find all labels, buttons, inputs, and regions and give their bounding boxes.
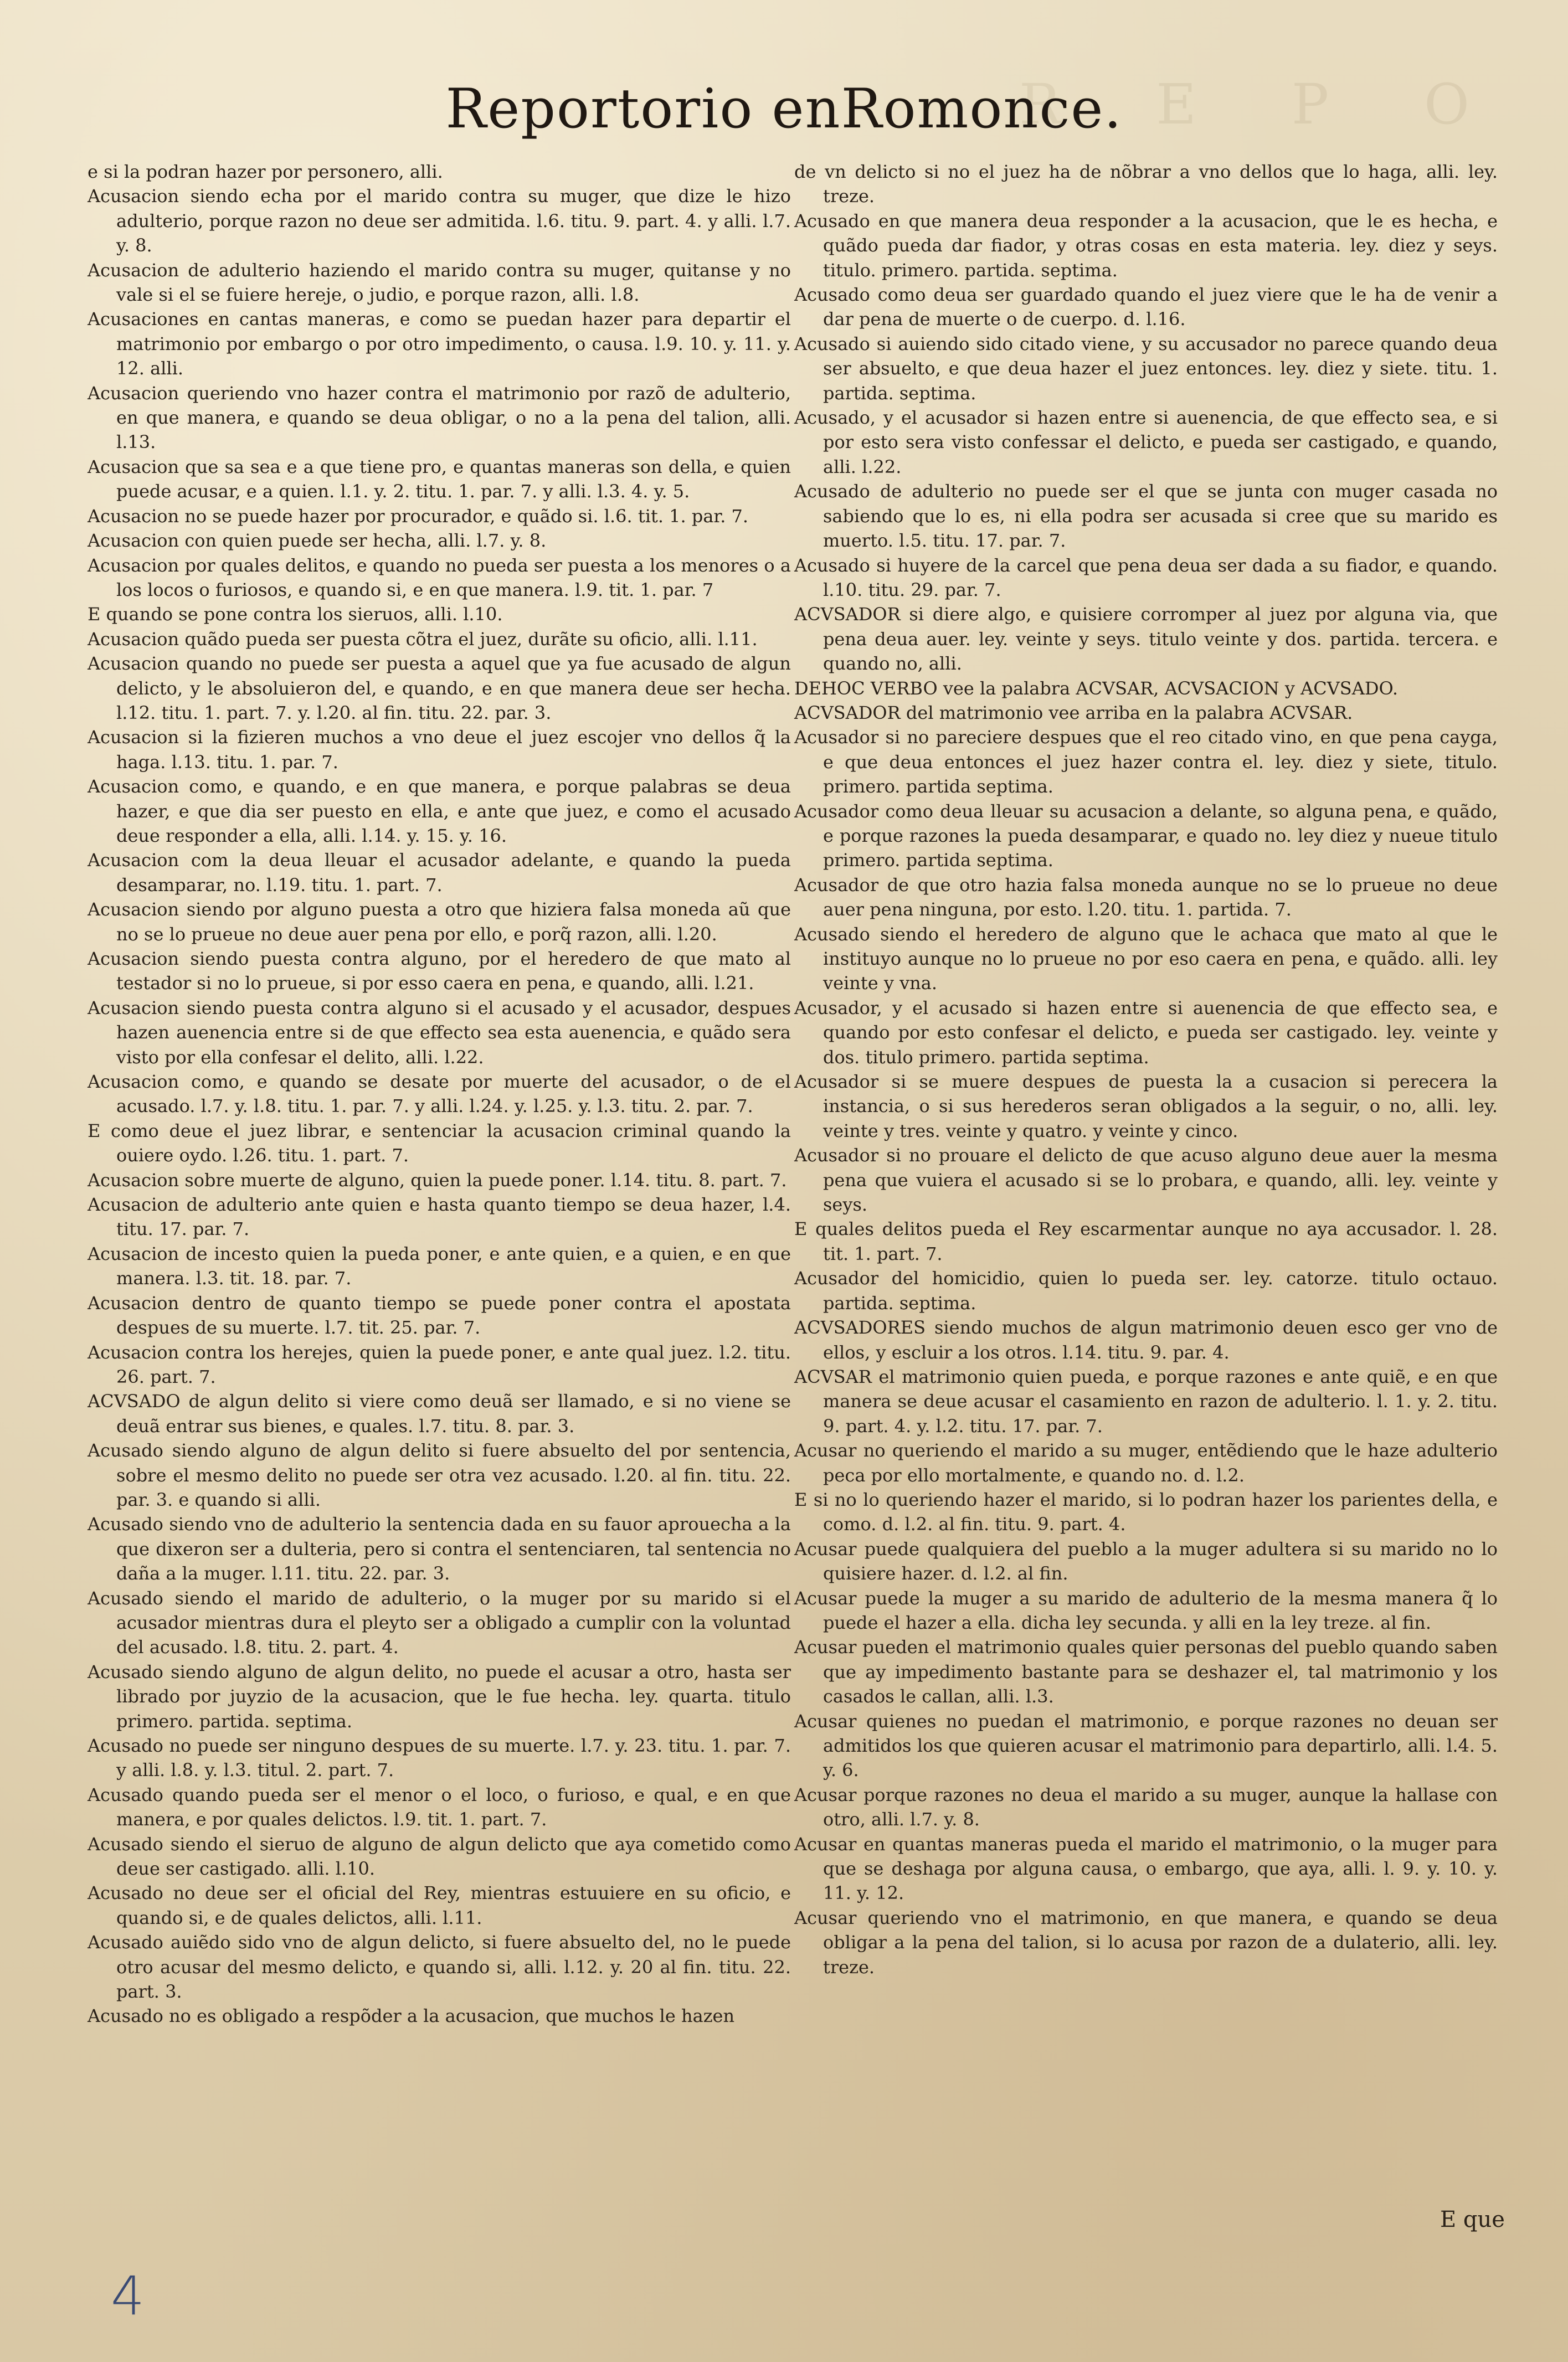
left-column bbox=[88, 159, 791, 2029]
index-entry: Acusado siendo el marido de adulterio, o la muger por su marido si el acusador mientras dura el pleyto ser a obligado a cumplir con la voluntad del acusado. l.8. titu. 2. part. 4. bbox=[88, 1587, 791, 1658]
index-entry: Acusado no es obligado a respõder a la acusacion, que muchos le hazen bbox=[88, 2005, 735, 2027]
index-entry: E quando se pone contra los sieruos, alli. l.10. bbox=[88, 604, 503, 625]
index-entry: Acusar quienes no puedan el matrimonio, e porque razones no deuan ser admitidos los que quieren acusar el matrimonio para departirlo, alli. l.4. 5. y. 6. bbox=[794, 1710, 1498, 1781]
index-entry: Acusador como deua lleuar su acusacion a delante, so alguna pena, e quãdo, e porque razones la pueda desamparar, e quado no. ley diez y nueue titulo primero. partida septima. bbox=[794, 800, 1498, 871]
index-entry: Acusado siendo el heredero de alguno que le achaca que mato al que le instituyo aunque no lo prueue no por eso caera en pena, e quãdo. alli. ley veinte y vna. bbox=[794, 923, 1498, 994]
index-entry: Acusacion como, e quando se desate por muerte del acusador, o de el acusado. l.7. y. l.8. titu. 1. par. 7. y alli. l.24. y. l.25. y. l.3. titu. 2. par. 7. bbox=[88, 1071, 791, 1117]
handwritten-folio-number: 4 bbox=[111, 2265, 145, 2327]
index-entry: Acusador, y el acusado si hazen entre si auenencia de que effecto sea, e quando por esto confesar el delicto, e pueda ser castigado. ley. veinte y dos. titulo primero. partida septima. bbox=[794, 997, 1498, 1068]
index-entry: Acusacion como, e quando, e en que manera, e porque palabras se deua hazer, e que dia ser puesto en ella, e ante que juez, e como el acusado deue responder a ella, alli. l.14. y. 15. y. 16. bbox=[88, 776, 791, 846]
index-entry: Acusar en quantas maneras pueda el marido el matrimonio, o la muger para que se deshaga por alguna causa, o embargo, que aya, alli. l. 9. y. 10. y. 11. y. 12. bbox=[794, 1833, 1498, 1904]
index-entry: Acusacion con quien puede ser hecha, alli. l.7. y. 8. bbox=[88, 530, 547, 552]
show-through-text: R E P O bbox=[1019, 72, 1508, 137]
index-entry: Acusador si no pareciere despues que el reo citado vino, en que pena cayga, e que deua entonces el juez hazer contra el. ley. diez y siete, titulo. primero. partida septima. bbox=[794, 727, 1498, 797]
index-entry: Acusacion de adulterio haziendo el marido contra su muger, quitanse y no vale si el se fuiere hereje, o judio, e porque razon, alli. l.8. bbox=[88, 259, 791, 306]
index-entry: e si la podran hazer por personero, alli. bbox=[88, 161, 443, 182]
index-entry: Acusado auiẽdo sido vno de algun delicto, si fuere absuelto del, no le puede otro acusar del mesmo delicto, e quando si, alli. l.12. y. 20 al fin. titu. 22. part. 3. bbox=[88, 1932, 791, 2003]
index-entry: Acusador del homicidio, quien lo pueda ser. ley. catorze. titulo octauo. partida. septima. bbox=[794, 1268, 1498, 1314]
right-column bbox=[794, 159, 1498, 1979]
index-entry: Acusar no queriendo el marido a su muger, entẽdiendo que le haze adulterio peca por ello mortalmente, e quando no. d. l.2. bbox=[794, 1440, 1498, 1486]
index-entry: Acusacion siendo por alguno puesta a otro que hiziera falsa moneda aũ que no se lo prueue no deue auer pena por ello, e porq̃ razon, alli. l.20. bbox=[88, 899, 791, 945]
index-entry: Acusado, y el acusador si hazen entre si auenencia, de que effecto sea, e si por esto sera visto confessar el delicto, e pueda ser castigado, e quando, alli. l.22. bbox=[794, 407, 1498, 477]
index-entry: Acusado siendo alguno de algun delito si fuere absuelto del por sentencia, sobre el mesmo delito no puede ser otra vez acusado. l.20. al fin. titu. 22. par. 3. e quando si alli. bbox=[88, 1440, 791, 1510]
index-entry: Acusar puede la muger a su marido de adulterio de la mesma manera q̃ lo puede el hazer a ella. dicha ley secunda. y alli en la ley treze. al fin. bbox=[794, 1587, 1498, 1633]
index-entry: Acusacion quando no puede ser puesta a aquel que ya fue acusado de algun delicto, y le absoluieron del, e quando, e en que manera deue ser hecha. l.12. titu. 1. part. 7. y. l.20. al fin. titu. 22. par. 3. bbox=[88, 653, 791, 723]
index-entry: E si no lo queriendo hazer el marido, si lo podran hazer los parientes della, e como. d. l.2. al fin. titu. 9. part. 4. bbox=[794, 1489, 1498, 1535]
index-entry: Acusacion por quales delitos, e quando no pueda ser puesta a los menores o a los locos o furiosos, e quando si, e en que manera. l.9. tit. 1. par. 7 bbox=[88, 554, 791, 600]
index-entry: E quales delitos pueda el Rey escarmentar aunque no aya accusador. l. 28. tit. 1. part. 7. bbox=[794, 1218, 1498, 1264]
index-entry: Acusador si no prouare el delicto de que acuso alguno deue auer la mesma pena que vuiera el acusado si se lo probara, e quando, alli. ley. veinte y seys. bbox=[794, 1145, 1498, 1216]
index-entry: Acusar pueden el matrimonio quales quier personas del pueblo quando saben que ay impedimento bastante para se deshazer el, tal matrimonio y los casados le callan, alli. l.3. bbox=[794, 1637, 1498, 1707]
index-entry: Acusar puede qualquiera del pueblo a la muger adultera si su marido no lo quisiere hazer. d. l.2. al fin. bbox=[794, 1538, 1498, 1584]
index-entry: DEHOC VERBO vee la palabra ACVSAR, ACVSACION y ACVSADO. bbox=[794, 677, 1399, 699]
index-entry: ACVSADOR si diere algo, e quisiere corromper al juez por alguna via, que pena deua auer. ley. veinte y seys. titulo veinte y dos. partida. tercera. e quando no, alli. bbox=[794, 604, 1498, 675]
index-entry: Acusaciones en cantas maneras, e como se puedan hazer para departir el matrimonio por embargo o por otro impedimento, o causa. l.9. 10. y. 11. y. 12. alli. bbox=[88, 308, 791, 379]
index-entry: Acusacion dentro de quanto tiempo se puede poner contra el apostata despues de su muerte. l.7. tit. 25. par. 7. bbox=[88, 1292, 791, 1339]
index-entry: Acusado si auiendo sido citado viene, y su accusador no parece quando deua ser absuelto, e que deua hazer el juez entonces. ley. diez y siete. titu. 1. partida. septima. bbox=[794, 333, 1498, 404]
index-entry: E como deue el juez librar, e sentenciar la acusacion criminal quando la ouiere oydo. l.26. titu. 1. part. 7. bbox=[88, 1120, 791, 1166]
index-entry: Acusacion no se puede hazer por procurador, e quãdo si. l.6. tit. 1. par. 7. bbox=[88, 505, 749, 527]
index-entry: Acusacion que sa sea e a que tiene pro, e quantas maneras son della, e quien puede acusar, e a quien. l.1. y. 2. titu. 1. par. 7. y alli. l.3. 4. y. 5. bbox=[88, 456, 791, 502]
index-entry: Acusacion com la deua lleuar el acusador adelante, e quando la pueda desamparar, no. l.19. titu. 1. part. 7. bbox=[88, 850, 791, 896]
index-entry: Acusacion queriendo vno hazer contra el matrimonio por razõ de adulterio, en que manera, e quando se deua obligar, o no a la pena del talion, alli. l.13. bbox=[88, 382, 791, 453]
index-entry: Acusado en que manera deua responder a la acusacion, que le es hecha, e quãdo pueda dar fiador, y otras cosas en esta materia. ley. diez y seys. titulo. primero. partida. septima. bbox=[794, 210, 1498, 281]
index-entry: Acusacion si la fizieren muchos a vno deue el juez escojer vno dellos q̃ la haga. l.13. titu. 1. par. 7. bbox=[88, 727, 791, 773]
index-entry: Acusacion sobre muerte de alguno, quien la puede poner. l.14. titu. 8. part. 7. bbox=[88, 1169, 787, 1191]
index-entry: Acusacion siendo echa por el marido contra su muger, que dize le hizo adulterio, porque razon no deue ser admitida. l.6. titu. 9. part. 4. y alli. l.7. y. 8. bbox=[88, 186, 791, 256]
index-entry: Acusado no puede ser ninguno despues de su muerte. l.7. y. 23. titu. 1. par. 7. y alli. l.8. y. l.3. titul. 2. part. 7. bbox=[88, 1735, 791, 1781]
index-entry: Acusacion siendo puesta contra alguno, por el heredero de que mato al testador si no lo prueue, si por esso caera en pena, e quando, alli. l.21. bbox=[88, 948, 791, 994]
index-entry: ACVSADO de algun delito si viere como deuã ser llamado, e si no viene se deuã entrar sus bienes, e quales. l.7. titu. 8. par. 3. bbox=[88, 1391, 791, 1437]
index-entry: Acusado no deue ser el oficial del Rey, mientras estuuiere en su oficio, e quando si, e de quales delictos, alli. l.11. bbox=[88, 1882, 791, 1928]
index-entry: Acusador si se muere despues de puesta la a cusacion si perecera la instancia, o si sus herederos seran obligados a la seguir, o no, alli. ley. veinte y tres. veinte y quatro. y veinte y cinco. bbox=[794, 1071, 1498, 1141]
page-title: Reportorio enRomonce. bbox=[445, 78, 1123, 141]
index-entry: de vn delicto si no el juez ha de nõbrar a vno dellos que lo haga, alli. ley. treze. bbox=[794, 161, 1498, 207]
index-entry: ACVSADOR del matrimonio vee arriba en la palabra ACVSAR. bbox=[794, 702, 1353, 723]
index-entry: Acusar porque razones no deua el marido a su muger, aunque la hallase con otro, alli. l.7. y. 8. bbox=[794, 1784, 1498, 1830]
index-entry: Acusado quando pueda ser el menor o el loco, o furioso, e qual, e en que manera, e por quales delictos. l.9. tit. 1. part. 7. bbox=[88, 1784, 791, 1830]
catchword: E que bbox=[1440, 2207, 1505, 2232]
index-entry: Acusado siendo alguno de algun delito, no puede el acusar a otro, hasta ser librado por juyzio de la acusacion, que le fue hecha. ley. quarta. titulo primero. partida. septima. bbox=[88, 1661, 791, 1732]
index-entry: Acusar queriendo vno el matrimonio, en que manera, e quando se deua obligar a la pena del talion, si lo acusa por razon de a dulaterio, alli. ley. treze. bbox=[794, 1907, 1498, 1978]
index-entry: Acusado si huyere de la carcel que pena deua ser dada a su fiador, e quando. l.10. titu. 29. par. 7. bbox=[794, 554, 1498, 600]
index-entry: Acusado siendo el sieruo de alguno de algun delicto que aya cometido como deue ser castigado. alli. l.10. bbox=[88, 1833, 791, 1880]
index-entry: Acusado de adulterio no puede ser el que se junta con muger casada no sabiendo que lo es, ni ella podra ser acusada si cree que su marido es muerto. l.5. titu. 17. par. 7. bbox=[794, 481, 1498, 552]
index-entry: ACVSADORES siendo muchos de algun matrimonio deuen esco ger vno de ellos, y escluir a los otros. l.14. titu. 9. par. 4. bbox=[794, 1317, 1498, 1363]
index-entry: Acusacion quãdo pueda ser puesta cõtra el juez, durãte su oficio, alli. l.11. bbox=[88, 628, 758, 650]
index-entry: Acusacion siendo puesta contra alguno si el acusado y el acusador, despues hazen auenencia entre si de que effecto sea esta auenencia, e quãdo sera visto por ella confesar el delito, alli. l.22. bbox=[88, 997, 791, 1068]
index-entry: Acusado siendo vno de adulterio la sentencia dada en su fauor aprouecha a la que dixeron ser a dulteria, pero si contra el sentenciaren, tal sentencia no daña a la muger. l.11. titu. 22. par. 3. bbox=[88, 1514, 791, 1584]
index-entry: Acusador de que otro hazia falsa moneda aunque no se lo prueue no deue auer pena ninguna, por esto. l.20. titu. 1. partida. 7. bbox=[794, 874, 1498, 920]
index-entry: Acusacion contra los herejes, quien la puede poner, e ante qual juez. l.2. titu. 26. part. 7. bbox=[88, 1341, 791, 1387]
index-entry: Acusacion de adulterio ante quien e hasta quanto tiempo se deua hazer, l.4. titu. 17. par. 7. bbox=[88, 1194, 791, 1240]
index-entry: Acusacion de incesto quien la pueda poner, e ante quien, e a quien, e en que manera. l.3. tit. 18. par. 7. bbox=[88, 1243, 791, 1289]
index-entry: Acusado como deua ser guardado quando el juez viere que le ha de venir a dar pena de muerte o de cuerpo. d. l.16. bbox=[794, 284, 1498, 330]
index-entry: ACVSAR el matrimonio quien pueda, e porque razones e ante quiẽ, e en que manera se deue acusar el casamiento en razon de adulterio. l. 1. y. 2. titu. 9. part. 4. y. l.2. titu. 17. par. 7. bbox=[794, 1366, 1498, 1437]
